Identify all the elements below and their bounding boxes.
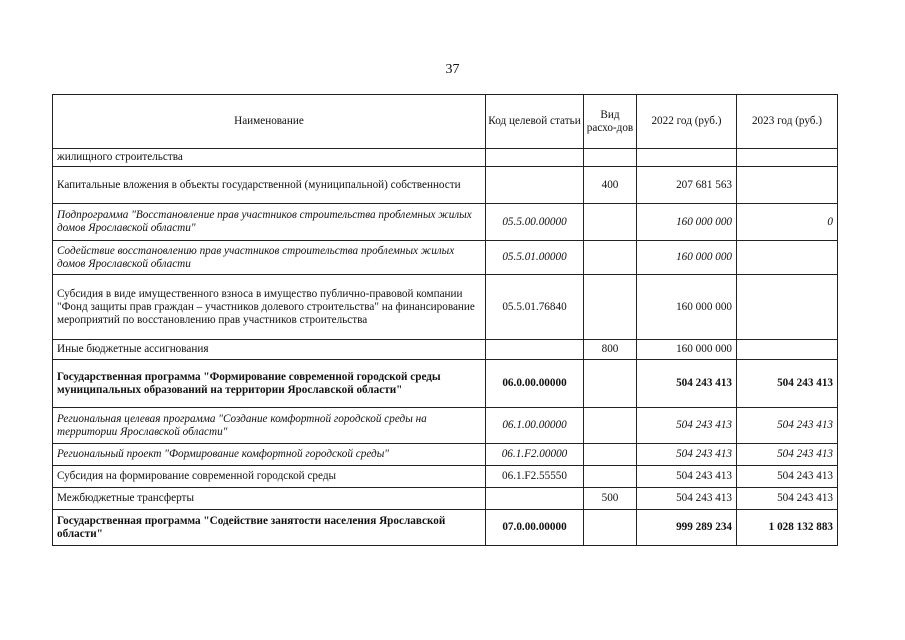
row-2022: 160 000 000 — [637, 204, 737, 241]
row-2023: 0 — [737, 204, 838, 241]
table-row — [53, 360, 838, 408]
row-code — [486, 167, 584, 204]
row-2022: 504 243 413 — [637, 488, 737, 510]
row-2022: 504 243 413 — [637, 408, 737, 444]
row-2023 — [737, 340, 838, 360]
row-name: Капитальные вложения в объекты государственной (муниципальной) собственности — [53, 167, 486, 204]
row-2022: 999 289 234 — [637, 510, 737, 546]
header-year-2022: 2022 год (руб.) — [637, 95, 737, 149]
header-code: Код целевой статьи — [486, 95, 584, 149]
row-2022: 207 681 563 — [637, 167, 737, 204]
header-name: Наименование — [53, 95, 486, 149]
row-code: 06.1.00.00000 — [486, 408, 584, 444]
table-row — [53, 510, 838, 546]
row-code: 05.5.01.00000 — [486, 241, 584, 275]
table-row — [53, 204, 838, 241]
row-code: 06.1.F2.00000 — [486, 444, 584, 466]
row-2022: 160 000 000 — [637, 275, 737, 340]
table-row — [53, 488, 838, 510]
row-2023: 504 243 413 — [737, 466, 838, 488]
row-2023: 1 028 132 883 — [737, 510, 838, 546]
row-kind — [584, 466, 637, 488]
row-code — [486, 149, 584, 167]
row-2023 — [737, 275, 838, 340]
row-code: 06.1.F2.55550 — [486, 466, 584, 488]
row-2023: 504 243 413 — [737, 360, 838, 408]
row-2023 — [737, 149, 838, 167]
row-2023 — [737, 167, 838, 204]
row-kind — [584, 510, 637, 546]
row-kind: 800 — [584, 340, 637, 360]
table-row — [53, 149, 838, 167]
table-row — [53, 167, 838, 204]
row-code: 05.5.00.00000 — [486, 204, 584, 241]
row-name: жилищного строительства — [53, 149, 486, 167]
table-row — [53, 340, 838, 360]
row-2022: 160 000 000 — [637, 340, 737, 360]
table-header-row — [53, 95, 838, 149]
row-2023: 504 243 413 — [737, 444, 838, 466]
row-kind — [584, 275, 637, 340]
row-kind — [584, 408, 637, 444]
page-number: 37 — [445, 62, 460, 77]
header-year-2023: 2023 год (руб.) — [737, 95, 838, 149]
row-name: Региональная целевая программа "Создание комфортной городской среды на территории Ярославской области" — [53, 408, 486, 444]
row-2023 — [737, 241, 838, 275]
row-name: Содействие восстановлению прав участников строительства проблемных жилых домов Ярославской области — [53, 241, 486, 275]
row-code — [486, 340, 584, 360]
row-kind: 500 — [584, 488, 637, 510]
row-name: Региональный проект "Формирование комфортной городской среды" — [53, 444, 486, 466]
row-code — [486, 488, 584, 510]
row-2022: 160 000 000 — [637, 241, 737, 275]
row-kind — [584, 149, 637, 167]
row-kind — [584, 204, 637, 241]
table-row — [53, 466, 838, 488]
row-name: Подпрограмма "Восстановление прав участников строительства проблемных жилых домов Ярославской области" — [53, 204, 486, 241]
row-2022 — [637, 149, 737, 167]
row-name: Иные бюджетные ассигнования — [53, 340, 486, 360]
row-kind — [584, 241, 637, 275]
row-name: Субсидия на формирование современной городской среды — [53, 466, 486, 488]
row-kind — [584, 444, 637, 466]
row-name: Межбюджетные трансферты — [53, 488, 486, 510]
row-2022: 504 243 413 — [637, 466, 737, 488]
header-kind: Вид расхо-дов — [584, 95, 637, 149]
row-2022: 504 243 413 — [637, 444, 737, 466]
row-name: Государственная программа "Формирование современной городской среды муниципальных образований на территории Ярославской области" — [53, 360, 486, 408]
table-row — [53, 275, 838, 340]
table-row — [53, 408, 838, 444]
row-name: Государственная программа "Содействие занятости населения Ярославской области" — [53, 510, 486, 546]
row-code: 06.0.00.00000 — [486, 360, 584, 408]
row-2022: 504 243 413 — [637, 360, 737, 408]
table-row — [53, 241, 838, 275]
row-name: Субсидия в виде имущественного взноса в имущество публично-правовой компании "Фонд защиты прав граждан – участников долевого строительства" на финансирование мероприятий по восстановлению прав участников строительства — [53, 275, 486, 340]
table-row — [53, 444, 838, 466]
row-kind: 400 — [584, 167, 637, 204]
row-code: 05.5.01.76840 — [486, 275, 584, 340]
row-2023: 504 243 413 — [737, 488, 838, 510]
budget-table — [52, 94, 838, 546]
row-code: 07.0.00.00000 — [486, 510, 584, 546]
row-2023: 504 243 413 — [737, 408, 838, 444]
row-kind — [584, 360, 637, 408]
